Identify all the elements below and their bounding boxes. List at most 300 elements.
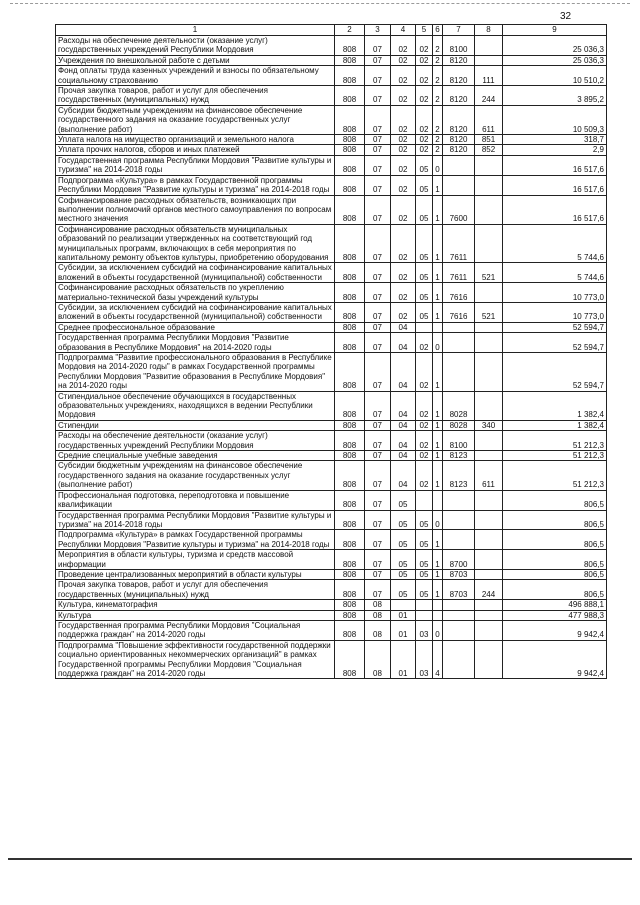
code-expense-type: 611 <box>475 461 503 490</box>
code-subprogram: 2 <box>433 135 443 145</box>
code-ministry: 808 <box>335 640 365 679</box>
bottom-rule <box>8 858 632 860</box>
code-ministry: 808 <box>335 550 365 570</box>
table-row <box>56 353 607 392</box>
row-name: Государственная программа Республики Мордовия "Развитие культуры и туризма" на 2014-2018 годы <box>56 510 335 530</box>
code-section: 07 <box>365 451 391 461</box>
row-amount: 318,7 <box>503 135 607 145</box>
row-name: Субсидии, за исключением субсидий на софинансирование капитальных вложений в объекты государственной (муниципальной) собственности <box>56 302 335 322</box>
row-amount: 16 517,6 <box>503 155 607 175</box>
code-program: 02 <box>416 55 433 65</box>
code-subsection: 04 <box>391 333 416 353</box>
code-expense-type <box>475 530 503 550</box>
code-section: 07 <box>365 86 391 106</box>
code-expense-type <box>475 175 503 195</box>
table-row <box>56 195 607 224</box>
code-subsection: 02 <box>391 302 416 322</box>
code-section: 07 <box>365 105 391 134</box>
code-expense-type: 244 <box>475 580 503 600</box>
code-ministry: 808 <box>335 420 365 430</box>
code-target <box>443 322 475 332</box>
code-program: 05 <box>416 580 433 600</box>
code-expense-type <box>475 391 503 420</box>
row-name: Софинансирование расходных обязательств, возникающих при выполнении полномочий органов местного самоуправления по вопросам местного значения <box>56 195 335 224</box>
code-target: 7611 <box>443 224 475 263</box>
row-amount: 5 744,6 <box>503 224 607 263</box>
code-subsection: 02 <box>391 263 416 283</box>
code-section: 07 <box>365 530 391 550</box>
row-name: Софинансирование расходных обязательств по укреплению материально-технической базы учреждений культуры <box>56 283 335 303</box>
code-expense-type <box>475 322 503 332</box>
code-subprogram: 1 <box>433 302 443 322</box>
code-subprogram: 2 <box>433 66 443 86</box>
code-program: 03 <box>416 640 433 679</box>
code-ministry: 808 <box>335 283 365 303</box>
code-section: 07 <box>365 461 391 490</box>
code-target: 8120 <box>443 135 475 145</box>
code-subsection: 04 <box>391 353 416 392</box>
code-subprogram: 1 <box>433 530 443 550</box>
code-expense-type <box>475 620 503 640</box>
code-expense-type: 852 <box>475 145 503 155</box>
row-name: Подпрограмма "Повышение эффективности государственной поддержки социально ориентированных некоммерческих организаций" в рамках Государственной программы Республики Мордовия "Социальная поддержка граждан" на 2014-2020 годы <box>56 640 335 679</box>
code-subprogram: 1 <box>433 431 443 451</box>
row-name: Культура <box>56 610 335 620</box>
code-section: 07 <box>365 283 391 303</box>
code-ministry: 808 <box>335 322 365 332</box>
code-ministry: 808 <box>335 353 365 392</box>
table-row <box>56 451 607 461</box>
table-row <box>56 55 607 65</box>
code-target: 8100 <box>443 431 475 451</box>
row-name: Подпрограмма «Культура» в рамках Государственной программы Республики Мордовия "Развитие культуры и туризма" на 2014-2018 годы <box>56 175 335 195</box>
code-section: 07 <box>365 353 391 392</box>
code-subsection: 02 <box>391 86 416 106</box>
code-ministry: 808 <box>335 530 365 550</box>
row-name: Среднее профессиональное образование <box>56 322 335 332</box>
code-ministry: 808 <box>335 451 365 461</box>
table-row <box>56 66 607 86</box>
code-ministry: 808 <box>335 610 365 620</box>
code-section: 07 <box>365 145 391 155</box>
header-cell: 1 <box>56 25 335 36</box>
code-subsection: 02 <box>391 224 416 263</box>
code-target: 7616 <box>443 283 475 303</box>
code-ministry: 808 <box>335 490 365 510</box>
code-subprogram: 1 <box>433 263 443 283</box>
code-section: 07 <box>365 135 391 145</box>
header-cell: 5 <box>416 25 433 36</box>
code-target <box>443 333 475 353</box>
row-amount: 9 942,4 <box>503 640 607 679</box>
code-section: 07 <box>365 302 391 322</box>
code-ministry: 808 <box>335 510 365 530</box>
code-section: 07 <box>365 224 391 263</box>
table-row <box>56 145 607 155</box>
code-section: 07 <box>365 569 391 579</box>
table-row <box>56 569 607 579</box>
code-ministry: 808 <box>335 66 365 86</box>
code-program: 05 <box>416 530 433 550</box>
code-section: 07 <box>365 155 391 175</box>
table-row <box>56 461 607 490</box>
code-ministry: 808 <box>335 155 365 175</box>
code-section: 07 <box>365 195 391 224</box>
code-target: 7600 <box>443 195 475 224</box>
row-amount: 477 988,3 <box>503 610 607 620</box>
code-subsection: 05 <box>391 550 416 570</box>
header-cell: 2 <box>335 25 365 36</box>
code-subprogram <box>433 490 443 510</box>
code-subsection: 05 <box>391 530 416 550</box>
code-program: 02 <box>416 145 433 155</box>
code-target: 8120 <box>443 105 475 134</box>
code-ministry: 808 <box>335 224 365 263</box>
row-amount: 51 212,3 <box>503 451 607 461</box>
code-expense-type <box>475 431 503 451</box>
code-program: 02 <box>416 66 433 86</box>
code-section: 07 <box>365 66 391 86</box>
row-name: Прочая закупка товаров, работ и услуг для обеспечения государственных (муниципальных) нужд <box>56 86 335 106</box>
code-section: 07 <box>365 550 391 570</box>
code-target <box>443 600 475 610</box>
table-row <box>56 510 607 530</box>
code-target: 8120 <box>443 86 475 106</box>
code-section: 07 <box>365 36 391 56</box>
code-expense-type <box>475 36 503 56</box>
header-cell: 8 <box>475 25 503 36</box>
code-expense-type: 521 <box>475 302 503 322</box>
code-ministry: 808 <box>335 569 365 579</box>
code-program: 05 <box>416 263 433 283</box>
code-section: 08 <box>365 640 391 679</box>
code-subsection: 02 <box>391 135 416 145</box>
code-subsection: 05 <box>391 490 416 510</box>
code-target <box>443 155 475 175</box>
code-ministry: 808 <box>335 195 365 224</box>
row-name: Стипендии <box>56 420 335 430</box>
table-row <box>56 550 607 570</box>
table-row <box>56 105 607 134</box>
code-program: 02 <box>416 36 433 56</box>
table-row <box>56 610 607 620</box>
code-expense-type <box>475 600 503 610</box>
code-subsection: 04 <box>391 322 416 332</box>
row-name: Профессиональная подготовка, переподготовка и повышение квалификации <box>56 490 335 510</box>
row-name: Прочая закупка товаров, работ и услуг для обеспечения государственных (муниципальных) нужд <box>56 580 335 600</box>
code-program <box>416 610 433 620</box>
row-name: Уплата прочих налогов, сборов и иных платежей <box>56 145 335 155</box>
table-row <box>56 36 607 56</box>
code-subsection: 01 <box>391 640 416 679</box>
header-cell: 4 <box>391 25 416 36</box>
code-expense-type <box>475 55 503 65</box>
code-program: 05 <box>416 175 433 195</box>
table-row <box>56 333 607 353</box>
code-target <box>443 620 475 640</box>
table-row <box>56 175 607 195</box>
code-ministry: 808 <box>335 145 365 155</box>
code-target: 8120 <box>443 66 475 86</box>
code-ministry: 808 <box>335 105 365 134</box>
code-expense-type <box>475 550 503 570</box>
code-subprogram: 2 <box>433 55 443 65</box>
code-expense-type <box>475 353 503 392</box>
code-program <box>416 322 433 332</box>
page-number: 32 <box>560 11 572 22</box>
code-subsection: 04 <box>391 420 416 430</box>
header-cell: 3 <box>365 25 391 36</box>
code-subsection <box>391 600 416 610</box>
code-program: 02 <box>416 333 433 353</box>
row-name: Фонд оплаты труда казенных учреждений и взносы по обязательному социальному страхованию <box>56 66 335 86</box>
code-program <box>416 490 433 510</box>
code-program: 02 <box>416 353 433 392</box>
header-cell: 6 <box>433 25 443 36</box>
code-program: 02 <box>416 461 433 490</box>
code-expense-type <box>475 283 503 303</box>
row-amount: 806,5 <box>503 490 607 510</box>
code-program: 05 <box>416 224 433 263</box>
code-expense-type <box>475 333 503 353</box>
row-amount: 3 895,2 <box>503 86 607 106</box>
code-program: 05 <box>416 510 433 530</box>
code-target <box>443 175 475 195</box>
row-amount: 52 594,7 <box>503 333 607 353</box>
code-subprogram: 1 <box>433 451 443 461</box>
code-subsection: 02 <box>391 55 416 65</box>
code-target: 8120 <box>443 55 475 65</box>
code-ministry: 808 <box>335 333 365 353</box>
code-subsection: 04 <box>391 451 416 461</box>
code-section: 07 <box>365 510 391 530</box>
code-target: 8703 <box>443 569 475 579</box>
row-amount: 10 773,0 <box>503 283 607 303</box>
code-section: 07 <box>365 55 391 65</box>
row-amount: 1 382,4 <box>503 420 607 430</box>
code-target: 8123 <box>443 451 475 461</box>
code-subsection: 05 <box>391 580 416 600</box>
row-amount: 16 517,6 <box>503 195 607 224</box>
code-expense-type <box>475 610 503 620</box>
code-expense-type: 521 <box>475 263 503 283</box>
header-cell: 7 <box>443 25 475 36</box>
top-dashed-line <box>10 3 630 4</box>
row-name: Государственная программа Республики Мордовия "Развитие культуры и туризма" на 2014-2018 годы <box>56 155 335 175</box>
table-row <box>56 620 607 640</box>
table-row <box>56 530 607 550</box>
code-subsection: 02 <box>391 66 416 86</box>
code-subprogram: 1 <box>433 420 443 430</box>
code-ministry: 808 <box>335 175 365 195</box>
header-row <box>56 25 607 36</box>
code-program: 05 <box>416 155 433 175</box>
row-amount: 25 036,3 <box>503 36 607 56</box>
table-row <box>56 283 607 303</box>
code-target: 8700 <box>443 550 475 570</box>
row-name: Расходы на обеспечение деятельности (оказание услуг) государственных учреждений Республики Мордовия <box>56 36 335 56</box>
code-expense-type: 611 <box>475 105 503 134</box>
code-subsection: 02 <box>391 195 416 224</box>
code-target: 8100 <box>443 36 475 56</box>
code-subprogram: 1 <box>433 580 443 600</box>
code-expense-type: 851 <box>475 135 503 145</box>
code-section: 07 <box>365 490 391 510</box>
code-subprogram: 1 <box>433 283 443 303</box>
code-expense-type <box>475 224 503 263</box>
code-target <box>443 510 475 530</box>
code-target: 8123 <box>443 461 475 490</box>
code-expense-type <box>475 155 503 175</box>
code-subprogram: 2 <box>433 145 443 155</box>
code-expense-type: 244 <box>475 86 503 106</box>
row-amount: 52 594,7 <box>503 353 607 392</box>
code-section: 07 <box>365 263 391 283</box>
row-amount: 1 382,4 <box>503 391 607 420</box>
code-target: 8703 <box>443 580 475 600</box>
row-name: Государственная программа Республики Мордовия "Социальная поддержка граждан" на 2014-2020 годы <box>56 620 335 640</box>
code-ministry: 808 <box>335 600 365 610</box>
row-amount: 806,5 <box>503 580 607 600</box>
row-amount: 806,5 <box>503 530 607 550</box>
code-section: 07 <box>365 175 391 195</box>
code-subsection: 02 <box>391 36 416 56</box>
code-section: 07 <box>365 420 391 430</box>
table-row <box>56 640 607 679</box>
code-subsection: 02 <box>391 145 416 155</box>
table-row <box>56 420 607 430</box>
row-amount: 496 888,1 <box>503 600 607 610</box>
code-section: 07 <box>365 431 391 451</box>
row-name: Уплата налога на имущество организаций и земельного налога <box>56 135 335 145</box>
table-row <box>56 580 607 600</box>
code-ministry: 808 <box>335 620 365 640</box>
code-subprogram: 0 <box>433 155 443 175</box>
code-subprogram: 1 <box>433 461 443 490</box>
code-subprogram: 1 <box>433 224 443 263</box>
table-row <box>56 135 607 145</box>
code-target: 8028 <box>443 391 475 420</box>
row-name: Софинансирование расходных обязательств муниципальных образований по реализации утвержденных на соответствующий год муниципальных программ, включающих в себя мероприятия по капитальному ремонту объектов культуры, приобретению оборудования <box>56 224 335 263</box>
code-program: 05 <box>416 302 433 322</box>
code-subprogram: 1 <box>433 550 443 570</box>
row-name: Мероприятия в области культуры, туризма и средств массовой информации <box>56 550 335 570</box>
code-target: 8120 <box>443 145 475 155</box>
code-subsection: 05 <box>391 569 416 579</box>
code-expense-type <box>475 510 503 530</box>
row-amount: 806,5 <box>503 550 607 570</box>
header-cell: 9 <box>503 25 607 36</box>
code-subprogram: 2 <box>433 36 443 56</box>
code-subprogram: 1 <box>433 175 443 195</box>
code-expense-type: 111 <box>475 66 503 86</box>
code-program: 05 <box>416 569 433 579</box>
code-section: 08 <box>365 620 391 640</box>
code-target: 7611 <box>443 263 475 283</box>
row-name: Учреждения по внешкольной работе с детьми <box>56 55 335 65</box>
code-expense-type <box>475 451 503 461</box>
code-subprogram: 2 <box>433 86 443 106</box>
row-amount: 806,5 <box>503 510 607 530</box>
row-amount: 2,9 <box>503 145 607 155</box>
code-ministry: 808 <box>335 580 365 600</box>
code-subprogram <box>433 610 443 620</box>
row-name: Государственная программа Республики Мордовия "Развитие образования в Республике Мордовия" на 2014-2020 годы <box>56 333 335 353</box>
row-name: Проведение централизованных мероприятий в области культуры <box>56 569 335 579</box>
code-ministry: 808 <box>335 36 365 56</box>
row-name: Подпрограмма "Развитие профессионального образования в Республике Мордовия на 2014-2020 годы" в рамках Государственной программы Республики Мордовия "Развитие образования в Республике Мордовия" на 2014-2020 годы <box>56 353 335 392</box>
code-expense-type: 340 <box>475 420 503 430</box>
code-subprogram: 1 <box>433 569 443 579</box>
code-program: 05 <box>416 283 433 303</box>
code-program: 02 <box>416 431 433 451</box>
row-amount: 52 594,7 <box>503 322 607 332</box>
code-ministry: 808 <box>335 391 365 420</box>
table-row <box>56 155 607 175</box>
code-target <box>443 353 475 392</box>
code-ministry: 808 <box>335 302 365 322</box>
code-subprogram: 1 <box>433 353 443 392</box>
row-amount: 10 509,3 <box>503 105 607 134</box>
code-target: 8028 <box>443 420 475 430</box>
code-ministry: 808 <box>335 431 365 451</box>
table-row <box>56 431 607 451</box>
code-target <box>443 640 475 679</box>
code-program: 02 <box>416 391 433 420</box>
row-amount: 10 773,0 <box>503 302 607 322</box>
table-row <box>56 224 607 263</box>
code-subsection: 04 <box>391 391 416 420</box>
code-ministry: 808 <box>335 263 365 283</box>
code-subsection: 01 <box>391 610 416 620</box>
code-subprogram <box>433 322 443 332</box>
code-subprogram: 0 <box>433 333 443 353</box>
table-row <box>56 322 607 332</box>
code-subprogram: 0 <box>433 510 443 530</box>
code-program: 05 <box>416 550 433 570</box>
table-row <box>56 600 607 610</box>
code-subprogram: 2 <box>433 105 443 134</box>
code-subsection: 02 <box>391 155 416 175</box>
code-program: 02 <box>416 420 433 430</box>
code-subprogram: 4 <box>433 640 443 679</box>
code-subprogram: 0 <box>433 620 443 640</box>
table-row <box>56 86 607 106</box>
code-section: 08 <box>365 600 391 610</box>
code-program: 02 <box>416 135 433 145</box>
row-name: Подпрограмма «Культура» в рамках Государственной программы Республики Мордовия "Развитие культуры и туризма" на 2014-2018 годы <box>56 530 335 550</box>
code-program: 02 <box>416 451 433 461</box>
code-subsection: 02 <box>391 283 416 303</box>
code-target <box>443 490 475 510</box>
code-section: 08 <box>365 610 391 620</box>
code-section: 07 <box>365 580 391 600</box>
row-name: Субсидии бюджетным учреждениям на финансовое обеспечение государственного задания на оказание государственных услуг (выполнение работ) <box>56 105 335 134</box>
code-ministry: 808 <box>335 86 365 106</box>
table-row <box>56 391 607 420</box>
table-row <box>56 263 607 283</box>
code-expense-type <box>475 569 503 579</box>
code-subprogram: 1 <box>433 391 443 420</box>
table-row <box>56 302 607 322</box>
row-amount: 9 942,4 <box>503 620 607 640</box>
code-program: 02 <box>416 105 433 134</box>
code-subsection: 05 <box>391 510 416 530</box>
code-subsection: 04 <box>391 461 416 490</box>
row-amount: 10 510,2 <box>503 66 607 86</box>
code-expense-type <box>475 490 503 510</box>
code-expense-type <box>475 640 503 679</box>
